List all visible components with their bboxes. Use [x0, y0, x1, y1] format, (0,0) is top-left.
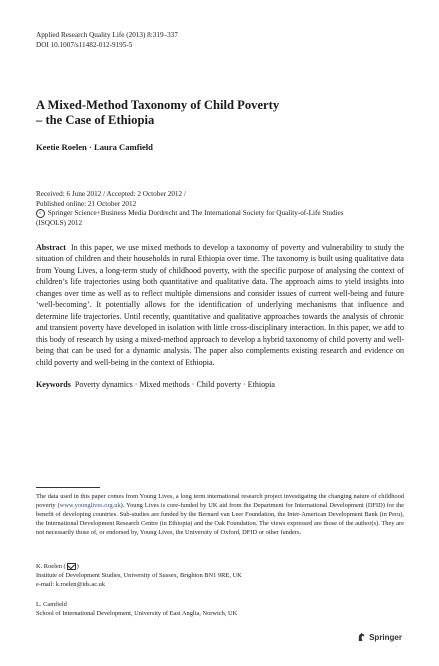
footnote: [36, 492, 404, 537]
author-list: Keetie Roelen · Laura Camfield: [36, 142, 153, 152]
copyright-line-1: Springer Science+Business Media Dordrecht and The International Society for Quality-of-Life Studies: [47, 209, 344, 218]
copyright-line-2: (ISQOLS) 2012: [36, 218, 83, 227]
copyright-icon: c: [36, 209, 45, 218]
article-title: [36, 98, 404, 128]
affiliation-camfield: [36, 600, 404, 618]
publisher-name: Springer: [369, 632, 402, 642]
publication-history: [36, 190, 404, 229]
affiliation-roelen: [36, 562, 404, 589]
doi[interactable]: DOI 10.1007/s11482-012-9195-5: [36, 41, 133, 49]
footnote-text-end: ). Young Lives is core-funded by UK aid from the Department for International Development (DFID) for the benefit of developing countries. Sub-studies are funded by the Bernard van Leer Foundation, the Inter-American Development Bank (in Peru), the International Development Research Centre (in Ethiopia) and the Oak Foundation. The views expressed are those of the author(s). They are not necessarily those of, or endorsed by, Young Lives, the University of Oxford, DFID or other funders.: [36, 502, 404, 537]
abstract-label: Abstract: [36, 242, 66, 252]
journal-citation: Applied Research Quality Life (2013) 8:319–337: [36, 31, 178, 39]
title-line-2: – the Case of Ethiopia: [36, 113, 155, 127]
keywords-label: Keywords: [36, 380, 71, 390]
institute-camfield: School of International Development, University of East Anglia, Norwich, UK: [36, 610, 238, 618]
email-roelen[interactable]: e-mail: k.roelen@ids.ac.uk: [36, 581, 106, 589]
author-name-roelen: K. Roelen ( ): [36, 563, 79, 570]
abstract-text: In this paper, we use mixed methods to develop a taxonomy of poverty and vulnerability to study the situation of children and their households in rural Ethiopia over time. The taxonomy is built using qualitative data from Young Lives, a long-term study of childhood poverty, with the specific purpose of analysing the context of children’s life trajectories using both quantitative and qualitative data. The approach aims to yield insights into changes over time as well as to reflect multiple dimensions and consider issues of current well-being and future ‘well-becoming’. It potentially allows for the identification of underlying mechanisms that influence and determine life trajectories. Until recently, quantitative and qualitative approaches towards the analysis of chronic and transient poverty have developed in isolation with little cross-disciplinary interaction. In this paper, we add to this body of research by using a mixed-method approach to develop a hybrid taxonomy of child poverty and well-being that can be used for a dynamic analysis. The paper also complements existing research and evidence on child poverty and well-being in the context of Ethiopia.: [36, 242, 404, 367]
copyright-notice: [36, 209, 404, 219]
springer-horse-icon: [357, 632, 366, 642]
institute-roelen: Institute of Development Studies, University of Sussex, Brighton BN1 9RE, UK: [36, 572, 242, 580]
footnote-text-start: The data used in this paper comes from Young Lives, a long term international research project investigating the changing nature of childhood poverty (: [36, 493, 404, 510]
abstract: [36, 242, 404, 369]
article-first-page: [36, 30, 404, 390]
author-name-camfield: L. Camfield: [36, 601, 67, 608]
keywords: [36, 379, 404, 390]
email-envelope-icon: [67, 563, 76, 570]
title-line-1: A Mixed-Method Taxonomy of Child Poverty: [36, 98, 280, 112]
younglives-link[interactable]: www.younglives.org.uk: [59, 502, 121, 510]
keywords-text: Poverty dynamics · Mixed methods · Child poverty · Ethiopia: [74, 380, 275, 390]
publisher-logo: [357, 632, 402, 642]
received-accepted: Received: 6 June 2012 / Accepted: 2 October 2012 /: [36, 190, 186, 198]
footnote-divider: [36, 487, 100, 488]
published-online: Published online: 21 October 2012: [36, 199, 137, 208]
